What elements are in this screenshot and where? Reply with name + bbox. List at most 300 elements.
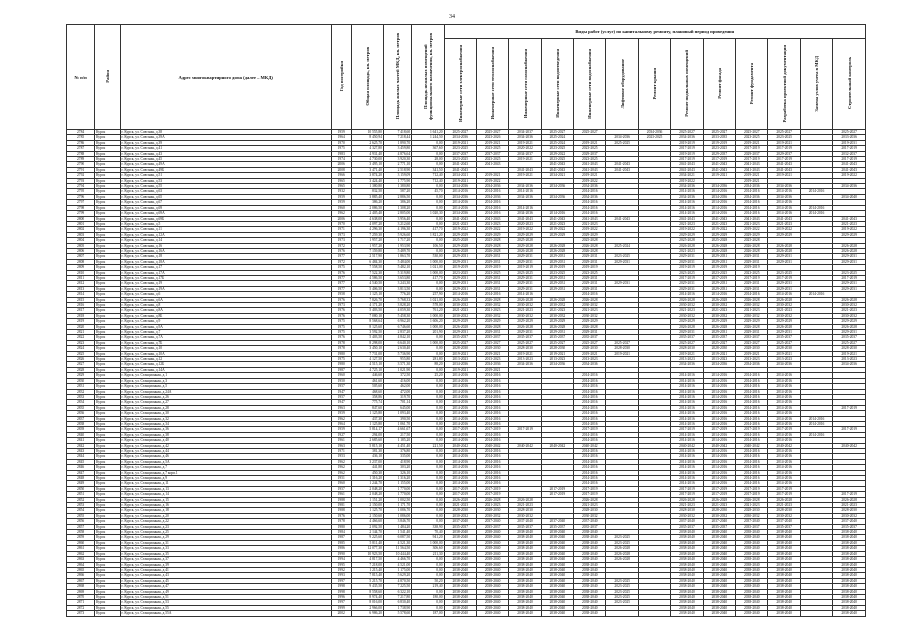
cell-work-period: 2025-2027 — [671, 130, 703, 135]
cell-work-period: 2021-2023 — [768, 503, 800, 508]
cell-work-period: 2038-2040 — [509, 594, 541, 599]
cell-number: 2844 — [67, 454, 95, 459]
cell-number: 2842 — [67, 443, 95, 448]
cell-number: 2848 — [67, 476, 95, 481]
cell-nonliving-area: 0,00 — [412, 384, 444, 389]
cell-work-period: 2025-2027 — [703, 340, 735, 345]
cell-work-period: 2025-2028 — [574, 238, 606, 243]
cell-work-period: 2029-2037 — [574, 151, 606, 156]
cell-number: 2822 — [67, 335, 95, 340]
cell-work-period: 2038-2040 — [736, 584, 768, 589]
cell-year-built: 1988 — [331, 508, 351, 513]
cell-total-area: 505,60 — [351, 384, 383, 389]
cell-year-built: 1927 — [331, 432, 351, 437]
cell-living-area: 472,00 — [383, 389, 411, 394]
cell-work-period: 2026-2028 — [509, 248, 541, 253]
cell-work-period: 2029-2029 — [509, 319, 541, 324]
cell-work-period: 2019-2031 — [833, 140, 866, 145]
cell-district: Курск — [95, 162, 120, 167]
cell-work-period: 2014-2016 — [768, 205, 800, 210]
header-work-10: Разработка проектной документации — [768, 39, 800, 130]
cell-work-period: 2025-2024 — [606, 243, 638, 248]
cell-work-period: 2017-2019 — [671, 427, 703, 432]
cell-work-period: 2014-2016 — [574, 384, 606, 389]
cell-work-period: 2038-2040 — [476, 605, 508, 610]
cell-work-period: 2034-2021 — [444, 173, 476, 178]
cell-total-area: 8 974,40 — [351, 594, 383, 599]
cell-nonliving-area: 0,00 — [412, 454, 444, 459]
cell-work-period: 2017-2019 — [671, 492, 703, 497]
cell-work-period: 2017-2019 — [444, 427, 476, 432]
cell-total-area: 2 625,70 — [351, 140, 383, 145]
cell-nonliving-area: 0,00 — [412, 367, 444, 372]
cell-work-period: 2014-2016 — [476, 211, 508, 216]
cell-address: г. Курск, ул. Союзная, д.65 — [120, 194, 331, 199]
cell-work-period: 2034-2036 — [671, 135, 703, 140]
cell-district: Курск — [95, 357, 120, 362]
cell-district: Курск — [95, 400, 120, 405]
cell-nonliving-area: 0,00 — [412, 470, 444, 475]
cell-district: Курск — [95, 551, 120, 556]
cell-work-period: 2029-2031 — [736, 259, 768, 264]
cell-work-period: 2025-2028 — [444, 238, 476, 243]
cell-nonliving-area: 0,00 — [412, 465, 444, 470]
cell-work-period: 2034-2036 — [444, 184, 476, 189]
cell-address: г. Курск, ул. Союзная, д.18 — [120, 254, 331, 259]
cell-work-period: 2014-2016 — [736, 378, 768, 383]
cell-work-period: 2026-2028 — [476, 324, 508, 329]
cell-living-area: 955,80 — [383, 357, 411, 362]
cell-work-period: 2038-2040 — [833, 530, 866, 535]
cell-work-period: 2038-2040 — [768, 540, 800, 545]
cell-total-area: 2 092,50 — [351, 524, 383, 529]
cell-work-period: 2038-2040 — [703, 540, 735, 545]
cell-work-period: 2017-2019 — [736, 427, 768, 432]
cell-work-period: 2030-2032 — [703, 313, 735, 318]
cell-work-period: 2038-2040 — [476, 611, 508, 616]
cell-work-period: 2034-2036 — [736, 362, 768, 367]
cell-work-period: 2026-2028 — [606, 551, 638, 556]
cell-work-period: 2019-2022 — [574, 178, 606, 183]
cell-nonliving-area: 761,20 — [412, 308, 444, 313]
cell-work-period: 2014-2016 — [574, 454, 606, 459]
cell-total-area: 7 815,40 — [351, 573, 383, 578]
cell-work-period: 2034-2036 — [703, 194, 735, 199]
cell-total-area: 4 725,10 — [351, 367, 383, 372]
cell-address: г. Курск, ул. Станционная, д.39 — [120, 562, 331, 567]
cell-work-period: 2014-2016 — [736, 189, 768, 194]
cell-work-period: 2014-2016 — [671, 432, 703, 437]
cell-year-built: 1976 — [331, 335, 351, 340]
cell-total-area: 7 159,80 — [351, 248, 383, 253]
cell-address: г. Курск, ул. Станционная, д.16 — [120, 503, 331, 508]
cell-work-period: 2034-2036 — [509, 184, 541, 189]
cell-work-period: 2013-2023 — [703, 357, 735, 362]
cell-work-period: 2023-2025 — [606, 254, 638, 259]
cell-work-period: 2034-2036 — [606, 135, 638, 140]
cell-district: Курск — [95, 557, 120, 562]
cell-work-period: 2026-2028 — [509, 324, 541, 329]
cell-work-period: 2029-2029 — [703, 232, 735, 237]
cell-living-area: 1 770,00 — [383, 492, 411, 497]
cell-work-period: 2014-2016 — [671, 200, 703, 205]
cell-work-period: 2041-2043 — [833, 162, 866, 167]
cell-work-period: 2014-2016 — [476, 465, 508, 470]
cell-number: 2803 — [67, 232, 95, 237]
cell-address: г. Курск, ул. Станционная, д.9 — [120, 476, 331, 481]
cell-work-period: 2026-2028 — [606, 546, 638, 551]
cell-living-area: 1 175,00 — [383, 567, 411, 572]
cell-year-built: 1988 — [331, 497, 351, 502]
cell-number: 2834 — [67, 400, 95, 405]
cell-work-period: 2029-2029 — [509, 232, 541, 237]
cell-living-area: 386,20 — [383, 200, 411, 205]
cell-work-period: 2014-2016 — [476, 481, 508, 486]
cell-work-period: 2030-2032 — [476, 513, 508, 518]
header-year-built: Год постройки — [331, 25, 351, 130]
cell-living-area: 4 842,10 — [383, 335, 411, 340]
cell-work-period: 2014-2016 — [476, 292, 508, 297]
cell-work-period: 2014-2016 — [574, 200, 606, 205]
cell-address: г. Курск, ул. Союзная, д.43 — [120, 151, 331, 156]
cell-work-period: 2014-2016 — [574, 411, 606, 416]
cell-nonliving-area: 712,40 — [412, 173, 444, 178]
cell-number: 2828 — [67, 367, 95, 372]
cell-work-period: 2038-2040 — [444, 551, 476, 556]
cell-work-period: 2026-2028 — [509, 297, 541, 302]
cell-work-period: 2029-2031 — [703, 254, 735, 259]
cell-work-period: 2034-2036 — [671, 362, 703, 367]
cell-work-period: 2019-2021 — [444, 178, 476, 183]
cell-work-period: 2041-2043 — [574, 216, 606, 221]
cell-living-area: 1 775,90 — [383, 178, 411, 183]
cell-total-area: 832,50 — [351, 189, 383, 194]
cell-district: Курск — [95, 140, 120, 145]
cell-district: Курск — [95, 254, 120, 259]
cell-number: 2785 — [67, 135, 95, 140]
cell-address: г. Курск, ул. Союзная, д.9А — [120, 324, 331, 329]
cell-work-period: 2017-2019 — [671, 146, 703, 151]
cell-address: г. Курск, ул. Станционная, д.49 — [120, 589, 331, 594]
cell-work-period: 2014-2016 — [800, 432, 832, 437]
cell-work-period: 2014-2016 — [768, 438, 800, 443]
cell-work-period: 2029-2029 — [833, 232, 866, 237]
cell-work-period: 2038-2040 — [736, 540, 768, 545]
cell-nonliving-area: 0,00 — [412, 335, 444, 340]
capital-repair-table-sheet — [66, 24, 866, 630]
cell-living-area: 1 541,40 — [383, 530, 411, 535]
cell-work-period: 2014-2016 — [800, 416, 832, 421]
cell-work-period: 2014-2016 — [736, 438, 768, 443]
cell-living-area: 1 863,70 — [383, 254, 411, 259]
cell-work-period: 2014-2016 — [736, 465, 768, 470]
cell-work-period: 2029-2031 — [476, 330, 508, 335]
cell-nonliving-area: 0,00 — [412, 248, 444, 253]
cell-district: Курск — [95, 540, 120, 545]
cell-work-period: 2017-2019 — [476, 427, 508, 432]
cell-work-period: 2029-2031 — [509, 254, 541, 259]
cell-work-period: 2019-2021 — [509, 173, 541, 178]
cell-work-period: 2040-2042 — [476, 443, 508, 448]
cell-work-period: 2014-2016 — [736, 411, 768, 416]
cell-work-period: 2017-2019 — [703, 427, 735, 432]
cell-number: 2790 — [67, 162, 95, 167]
cell-address: г. Курск, ул. Станционная, д.31 — [120, 540, 331, 545]
cell-work-period: 2019-2021 — [509, 157, 541, 162]
cell-work-period: 2034-2036 — [736, 194, 768, 199]
cell-living-area: 2 630,40 — [383, 346, 411, 351]
cell-nonliving-area: 0,00 — [412, 140, 444, 145]
cell-work-period: 2021-2023 — [703, 503, 735, 508]
cell-work-period: 2014-2016 — [476, 384, 508, 389]
cell-district: Курск — [95, 346, 120, 351]
cell-work-period: 2026-2028 — [833, 243, 866, 248]
cell-total-area: 1 957,20 — [351, 243, 383, 248]
cell-address: г. Курск, ул. Союзная, д.8А — [120, 308, 331, 313]
cell-year-built: 1971 — [331, 227, 351, 232]
cell-work-period: 2038-2040 — [476, 530, 508, 535]
cell-work-period: 2026-2028 — [768, 243, 800, 248]
cell-district: Курск — [95, 194, 120, 199]
cell-work-period: 2026-2028 — [736, 324, 768, 329]
cell-work-period: 2030-2032 — [768, 513, 800, 518]
cell-number: 2817 — [67, 308, 95, 313]
cell-work-period: 2038-2040 — [574, 573, 606, 578]
cell-number: 2839 — [67, 427, 95, 432]
cell-work-period: 2029-2031 — [444, 259, 476, 264]
cell-number: 2810 — [67, 270, 95, 275]
cell-work-period: 2037-2040 — [476, 519, 508, 524]
table-body — [67, 130, 866, 617]
cell-number: 2866 — [67, 573, 95, 578]
cell-work-period: 2025-2027 — [606, 340, 638, 345]
cell-living-area: 1 380,80 — [383, 184, 411, 189]
cell-total-area: 4 296,30 — [351, 227, 383, 232]
cell-nonliving-area: 0,00 — [412, 151, 444, 156]
cell-number: 2805 — [67, 243, 95, 248]
cell-work-period: 2014-2016 — [476, 378, 508, 383]
cell-living-area: 7 218,44 — [383, 135, 411, 140]
cell-nonliving-area: 1 021,00 — [412, 297, 444, 302]
cell-address: г. Курск, ул. Союзная, д.14 — [120, 238, 331, 243]
cell-work-period: 2014-2016 — [736, 394, 768, 399]
cell-work-period: 2034-2036 — [476, 194, 508, 199]
cell-work-period: 2038-2040 — [736, 605, 768, 610]
cell-number: 2841 — [67, 438, 95, 443]
cell-address: г. Курск, ул. Станционная, д.53 — [120, 600, 331, 605]
cell-nonliving-area: 1 000,00 — [412, 270, 444, 275]
cell-year-built: 1962 — [331, 416, 351, 421]
cell-year-built: 1975 — [331, 330, 351, 335]
cell-work-period: 2014-2016 — [800, 292, 832, 297]
cell-work-period: 2014-2016 — [671, 454, 703, 459]
cell-work-period: 2026-2028 — [444, 497, 476, 502]
cell-number: 2806 — [67, 248, 95, 253]
cell-district: Курск — [95, 297, 120, 302]
cell-work-period: 2038-2040 — [736, 578, 768, 583]
cell-work-period: 2041-2043 — [541, 167, 573, 172]
cell-nonliving-area: 306,60 — [412, 546, 444, 551]
cell-work-period: 2029-2031 — [768, 281, 800, 286]
cell-work-period: 2014-2016 — [768, 373, 800, 378]
cell-work-period: 2014-2016 — [476, 394, 508, 399]
cell-work-period: 2038-2040 — [476, 584, 508, 589]
cell-living-area: 3 920,30 — [383, 157, 411, 162]
cell-year-built: 1990 — [331, 551, 351, 556]
cell-address: г. Курск, ул. Союзная, д.55 — [120, 184, 331, 189]
cell-work-period: 2038-2040 — [768, 584, 800, 589]
header-work-1: Инженерные сети теплоснабжения — [476, 39, 508, 130]
cell-work-period: 2038-2040 — [768, 573, 800, 578]
cell-work-period: 2038-2040 — [703, 535, 735, 540]
cell-year-built: 1957 — [331, 384, 351, 389]
cell-work-period: 2021-2023 — [574, 503, 606, 508]
cell-work-period: 2029-2031 — [736, 254, 768, 259]
cell-work-period: 2013-2023 — [574, 357, 606, 362]
cell-work-period: 2021-2023 — [574, 221, 606, 226]
cell-work-period: 2014-2016 — [671, 373, 703, 378]
cell-nonliving-area: 0,00 — [412, 221, 444, 226]
cell-work-period: 2029-2022 — [541, 151, 573, 156]
cell-work-period: 2014-2016 — [574, 432, 606, 437]
cell-living-area: 6 322,10 — [383, 589, 411, 594]
cell-work-period: 2014-2016 — [444, 189, 476, 194]
cell-district: Курск — [95, 292, 120, 297]
cell-nonliving-area: 0,00 — [412, 557, 444, 562]
cell-work-period: 2014-2016 — [768, 411, 800, 416]
cell-total-area: 7 558,50 — [351, 265, 383, 270]
cell-nonliving-area: 1 000,00 — [412, 324, 444, 329]
cell-work-period: 2014-2016 — [671, 205, 703, 210]
cell-number: 2811 — [67, 275, 95, 280]
cell-work-period: 2014-2016 — [444, 476, 476, 481]
cell-work-period: 2030-2032 — [444, 313, 476, 318]
cell-nonliving-area: 1 821,20 — [412, 232, 444, 237]
cell-nonliving-area: 0,00 — [412, 600, 444, 605]
cell-nonliving-area: 180,00 — [412, 594, 444, 599]
cell-number: 2800 — [67, 216, 95, 221]
cell-work-period: 2041-2043 — [574, 162, 606, 167]
cell-work-period: 2029-2029 — [444, 232, 476, 237]
cell-work-period: 2023-2025 — [703, 270, 735, 275]
cell-work-period: 2040-2042 — [541, 443, 573, 448]
cell-work-period: 2029-2031 — [509, 286, 541, 291]
cell-year-built: 1981 — [331, 503, 351, 508]
cell-address: г. Курск, ул. Станционная, д.37 — [120, 557, 331, 562]
cell-district: Курск — [95, 476, 120, 481]
cell-nonliving-area: 28,00 — [412, 157, 444, 162]
cell-district: Курск — [95, 286, 120, 291]
cell-nonliving-area: 0,00 — [412, 184, 444, 189]
cell-district: Курск — [95, 205, 120, 210]
cell-number: 2796 — [67, 194, 95, 199]
cell-year-built: 1976 — [331, 513, 351, 518]
cell-living-area: 1 953,90 — [383, 243, 411, 248]
cell-address: г. Курск, ул. Станционная, д.7 — [120, 465, 331, 470]
cell-number: 2809 — [67, 265, 95, 270]
cell-work-period: 2038-2040 — [671, 567, 703, 572]
cell-work-period: 2035-2037 — [574, 335, 606, 340]
cell-living-area: 462,00 — [383, 384, 411, 389]
cell-work-period: 2026-2028 — [574, 324, 606, 329]
cell-nonliving-area: 0,00 — [412, 378, 444, 383]
cell-total-area: 2 144,70 — [351, 530, 383, 535]
cell-work-period: 2029-2031 — [574, 254, 606, 259]
cell-work-period: 2014-2016 — [736, 432, 768, 437]
cell-address: г. Курск, ул. Союзная, д.63 — [120, 189, 331, 194]
cell-work-period: 2029-2031 — [833, 330, 866, 335]
cell-number: 2821 — [67, 330, 95, 335]
cell-work-period: 2038-2040 — [444, 605, 476, 610]
cell-work-period: 2014-2016 — [703, 189, 735, 194]
cell-work-period: 2034-2036 — [541, 194, 573, 199]
cell-work-period: 2038-2040 — [703, 578, 735, 583]
cell-year-built: 1965 — [331, 184, 351, 189]
cell-living-area: 10 444,40 — [383, 551, 411, 556]
cell-work-period: 2029-2029 — [574, 232, 606, 237]
cell-work-period: 2040-2042 — [833, 443, 866, 448]
cell-work-period: 2038-2040 — [509, 584, 541, 589]
cell-district: Курск — [95, 151, 120, 156]
cell-year-built: 1970 — [331, 140, 351, 145]
cell-work-period: 2025-2027 — [768, 340, 800, 345]
cell-total-area: 358,86 — [351, 394, 383, 399]
cell-number: 2820 — [67, 324, 95, 329]
cell-work-period: 2038-2040 — [671, 594, 703, 599]
cell-district: Курск — [95, 303, 120, 308]
header-works-group: Виды работ (услуг) по капитальному ремонту, плановый период проведения — [444, 25, 865, 39]
cell-total-area: 8 016,00 — [351, 600, 383, 605]
cell-work-period: 2037-2040 — [736, 519, 768, 524]
cell-work-period: 2028-2030 — [606, 346, 638, 351]
cell-work-period: 2014-2016 — [703, 470, 735, 475]
cell-work-period: 2014-2016 — [768, 432, 800, 437]
cell-year-built: 1976 — [331, 248, 351, 253]
cell-work-period: 2028-2030 — [476, 508, 508, 513]
cell-total-area: 8 558,60 — [351, 589, 383, 594]
cell-work-period: 2014-2016 — [476, 421, 508, 426]
cell-work-period: 2014-2016 — [444, 200, 476, 205]
cell-work-period: 2038-2040 — [509, 551, 541, 556]
cell-number: 2864 — [67, 562, 95, 567]
cell-number: 2832 — [67, 389, 95, 394]
cell-work-period: 2019-2021 — [833, 351, 866, 356]
cell-work-period: 2038-2040 — [476, 600, 508, 605]
cell-year-built: 1978 — [331, 346, 351, 351]
cell-work-period: 2038-2040 — [671, 589, 703, 594]
cell-work-period: 2034-2021 — [541, 173, 573, 178]
cell-work-period: 2029-2029 — [671, 319, 703, 324]
cell-work-period: 2026-2028 — [736, 297, 768, 302]
cell-work-period: 2026-2028 — [671, 297, 703, 302]
cell-work-period: 2038-2040 — [509, 540, 541, 545]
cell-number: 2855 — [67, 513, 95, 518]
cell-nonliving-area: 941,20 — [412, 535, 444, 540]
cell-work-period: 2026-2028 — [833, 248, 866, 253]
cell-work-period: 2021-2023 — [833, 503, 866, 508]
cell-work-period: 2017-2019 — [574, 486, 606, 491]
cell-work-period: 2029-2031 — [444, 254, 476, 259]
cell-nonliving-area: 0,00 — [412, 427, 444, 432]
cell-total-area: 4 730,00 — [351, 157, 383, 162]
cell-living-area: 4 196,30 — [383, 227, 411, 232]
cell-work-period: 2023-2025 — [574, 270, 606, 275]
cell-work-period: 2038-2040 — [476, 573, 508, 578]
cell-living-area: 701,14 — [383, 400, 411, 405]
cell-nonliving-area: 0,00 — [412, 508, 444, 513]
cell-work-period: 2034-2036 — [476, 362, 508, 367]
cell-work-period: 2038-2040 — [444, 589, 476, 594]
